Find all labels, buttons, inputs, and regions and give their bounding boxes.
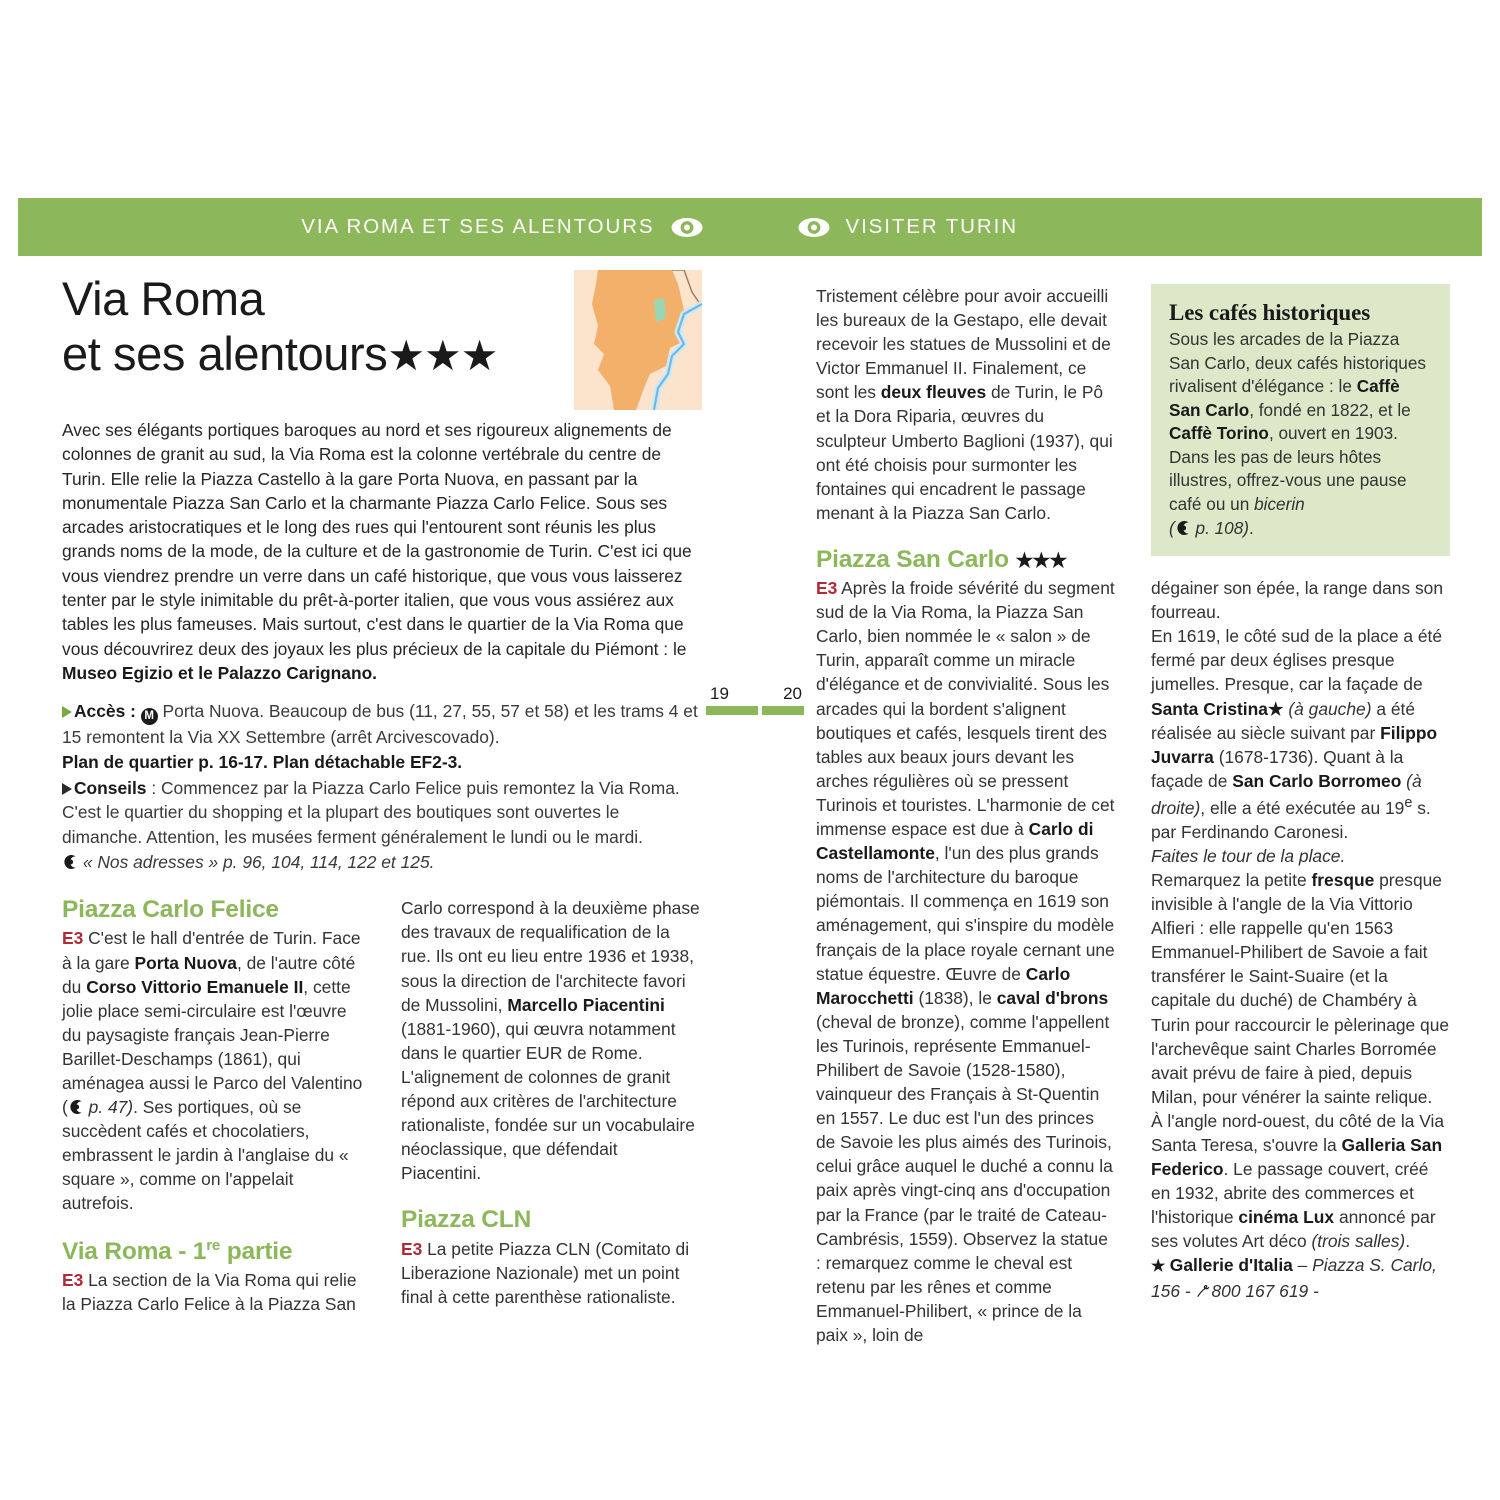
vr-text: La section de la Via Roma qui relie la Piazza Carlo Felice à la Piazza San [62, 1269, 357, 1314]
section-heading-carlo-felice: Piazza Carlo Felice [62, 896, 279, 924]
carlo-felice-paragraph [62, 926, 363, 1215]
co-b1: Caffè San Carlo [1169, 376, 1400, 420]
cln-text: La petite Piazza CLN (Comitato di Liberazione Nazionale) met un point final à cette parenthèse rationaliste. [401, 1238, 690, 1307]
co-c: , fondé en 1822, et le [1249, 399, 1411, 420]
page-title [62, 256, 562, 381]
piazza-cln-paragraph [401, 1237, 702, 1309]
cf-d: , cette jolie place semi-circulaire est l'œuvre du paysagiste français Jean-Pierre Barillet-Deschamps (1861), qui aménagea aussi le Parco del Valentino ( [62, 976, 363, 1118]
piazza-san-carlo-paragraph [816, 576, 1115, 1347]
triangle-bullet-icon [62, 706, 72, 718]
cf-a: C'est le hall d'entrée de Turin. Face à la gare [62, 928, 361, 973]
title-line-2: et ses alentours [62, 326, 388, 380]
plan-ref-1: p. 16-17 [198, 752, 264, 773]
left-column-1 [62, 896, 363, 1316]
title-block [62, 256, 702, 406]
plan-ref-2: EF2-3 [409, 752, 458, 773]
p4-a: Remarquez la petite [1151, 869, 1312, 890]
p2-b3: San Carlo Borromeo [1232, 770, 1402, 791]
p6-i2: 800 167 619 - [1211, 1280, 1319, 1301]
section-heading-piazza-cln: Piazza CLN [401, 1206, 532, 1234]
rc2-paragraph-6 [1151, 1253, 1450, 1302]
p2-d: (1678-1736). Quant à la façade de [1151, 746, 1404, 791]
page-number-left: 19 [710, 684, 729, 703]
psc-b3: caval d'brons [996, 987, 1109, 1008]
callout-text: Sous les arcades de la Piazza San Carlo, deux cafés historiques rivalisent d'élégance : le Caffè San Carlo, fondé en 1822, et le Caffè Torino, ouvert en 1903. Dans les pas de leurs hôtes illustres, offrez-vous une pause café ou un bicerin ( p. 108). [1169, 329, 1426, 538]
phone-icon [1195, 1283, 1211, 1299]
via-roma-1-paragraph [62, 1268, 363, 1316]
intro-text: Avec ses élégants portiques baroques au nord et ses rigoureux alignements de colonnes de granit au sud, la Via Roma est la colonne vertébrale du centre de Turin. Elle relie la Piazza Castello à la gare Porta Nuova, en passant par la monumentale Piazza San Carlo et la charmante Piazza Carlo Felice. Sous ses arcades aristocratiques et le long des rues qui l'entourent sont réunis les plus grands noms de la mode, de la culture et de la gastronomie de Turin. C'est ici que vous viendrez prendre un verre dans un café historique, que vous vous laisserez tenter par le style inimitable du prêt-à-porter italien, que vous vous assiérez aux tables les plus fameuses. Mais surtout, c'est dans le quartier de la Via Roma que vous découvrirez deux des joyaux les plus précieux de la capitale du Piémont : le [62, 420, 692, 659]
p2-sup: e [1404, 794, 1413, 811]
co-end: . [1249, 517, 1254, 538]
plan-line [62, 750, 702, 774]
p5-d: annoncé par ses volutes Art déco [1151, 1207, 1436, 1252]
rc2-paragraph-5 [1151, 1109, 1450, 1254]
header-left-title: VIA ROMA ET SES ALENTOURS [301, 215, 655, 238]
conseils-label: Conseils [74, 777, 147, 798]
p2-i1: (à gauche) [1283, 698, 1372, 719]
co-ital: bicerin [1254, 493, 1305, 514]
p6-b: Gallerie d'Italia [1169, 1255, 1293, 1276]
page-bar-right [762, 706, 804, 715]
callout-box-cafes-historiques [1151, 284, 1450, 556]
r1-c: de Turin, le Pô et la Dora Riparia, œuvres du sculpteur Umberto Baglioni (1937), qui ont été choisis pour surmonter les fontaines qui encadrent le passage menant à la Piazza San Carlo. [816, 382, 1113, 523]
acces-text: Porta Nuova. Beaucoup de bus (11, 27, 55, 57 et 58) et les trams 4 et 15 remontent la Via XX Settembre (arrêt Arcivescovado). [62, 701, 698, 748]
running-header [18, 198, 1482, 256]
vr-head-pre: Via Roma - 1 [62, 1237, 207, 1265]
p5-b1: Galleria San Federico [1151, 1135, 1443, 1180]
header-right-title: VISITER TURIN [845, 215, 1018, 238]
p5-b2: cinéma Lux [1238, 1207, 1335, 1228]
cf-f: . Ses portiques, où se succèdent cafés et chocolatiers, embrassent le jardin à l'anglaise du « square », comme on l'appelait autrefois. [62, 1097, 349, 1214]
acces-label: Accès : [74, 701, 136, 722]
eye-icon [671, 217, 703, 238]
left-column-2 [401, 896, 702, 1316]
title-line-1: Via Roma [62, 272, 265, 325]
psc-d: (1838), le [913, 987, 997, 1008]
cross-reference-icon [62, 854, 78, 870]
page-bar-left [706, 706, 758, 715]
cf-b2: Corso Vittorio Emanuele II [86, 976, 304, 997]
plan-end: . [457, 752, 463, 773]
rc2-paragraph-3: Faites le tour de la place. [1151, 845, 1346, 866]
map-ref-badge: E3 [62, 928, 84, 949]
page-number-gutter [706, 684, 804, 715]
rc2-paragraph-1: dégainer son épée, la range dans son fourreau. [1151, 578, 1443, 623]
intro-paragraph [62, 418, 702, 685]
vr-head-post: partie [220, 1237, 293, 1265]
p6-i1: – Piazza S. Carlo, 156 - [1151, 1255, 1437, 1301]
adresses-line [62, 850, 702, 874]
map-ref-badge: E3 [401, 1238, 423, 1259]
cf-c: , de l'autre côté du [62, 952, 356, 997]
p5-c: . Le passage couvert, créé en 1932, abrite des commerces et l'historique [1151, 1159, 1429, 1228]
cf-e: p. 47) [83, 1097, 134, 1118]
rc2-paragraph-4 [1151, 868, 1450, 1109]
rc2-paragraph-2 [1151, 624, 1450, 844]
p4-c: presque invisible à l'angle de la Via Vittorio Alfieri : elle rappelle qu'en 1563 Emmanuel-Philibert de Savoie a fait transférer le Saint-Suaire (et la capitale du duché) de Chambéry à Turin pour raccourcir le pèlerinage que l'archevêque saint Charles Borromée avait prévu de faire à pied, depuis Milan, pour vénérer la sainte relique. [1151, 869, 1450, 1107]
star-bullet-icon: ★ [1151, 1258, 1170, 1276]
p2-i2: (à droite) [1151, 770, 1422, 818]
page-number-right: 20 [783, 684, 802, 703]
map-ref-badge: E3 [62, 1269, 84, 1290]
psc-a: Après la froide sévérité du segment sud de la Via Roma, la Piazza San Carlo, bien nommée le « salon » de Turin, apparaît comme un miracle d'élégance et de convivialité. Sous les arcades qui la bordent s'alignent boutiques et cafés, lesquels tirent des tables aux beaux jours devant les arches régulières où se pressent Turinois et touristes. L'harmonie de cet immense espace est due à [816, 578, 1115, 840]
co-ref: p. 108) [1190, 517, 1250, 538]
title-rating-stars: ★★★ [387, 331, 498, 379]
gestapo-paragraph [816, 284, 1115, 525]
right-column-1 [816, 284, 1115, 1347]
triangle-bullet-icon [62, 783, 72, 795]
section-heading-via-roma-1 [62, 1237, 363, 1266]
c2-c: (1881-1960), qui œuvra notamment dans le quartier EUR de Rome. L'alignement de colonnes de granit répond aux critères de l'architecture rationaliste, fondée sur un vocabulaire néoclassique, que défendait Piacentini. [401, 1018, 695, 1184]
right-page [816, 284, 1450, 1347]
psc-head: Piazza San Carlo [816, 545, 1009, 573]
co-d: , ouvert en 1903. Dans les pas de leurs hôtes illustres, offrez-vous une pause café ou un [1169, 423, 1407, 514]
p2-b1: Santa Cristina★ [1151, 698, 1284, 719]
left-page [62, 256, 702, 1316]
p2-c: a été réalisée au siècle suivant par [1151, 698, 1416, 743]
r1-a: Tristement célèbre pour avoir accueilli les bureaux de la Gestapo, elle devait recevoir les statues de Mussolini et de Victor Emmanuel II. Finalement, ce sont les [816, 286, 1111, 403]
psc-c: , l'un des plus grands noms de l'architecture du baroque piémontais. Il commença en 1619 son aménagement, qui s'inspire du modèle français de la place royale cernant une statue équestre. Œuvre de [816, 843, 1115, 984]
right-column-2 [1151, 284, 1450, 1347]
acces-line [62, 699, 702, 749]
psc-b2: Carlo Marocchetti [816, 963, 1071, 1008]
p2-b2: Filippo Juvarra [1151, 722, 1438, 767]
cf-b1: Porta Nuova [134, 952, 237, 973]
p5-a: À l'angle nord-ouest, du côté de la Via Santa Teresa, s'ouvre la [1151, 1110, 1445, 1156]
p2-f: s. par Ferdinando Caronesi. [1151, 797, 1431, 842]
locator-map-thumbnail [574, 270, 702, 410]
section-heading-piazza-san-carlo [816, 546, 1115, 574]
vr-head-sup: re [206, 1236, 221, 1254]
plan-label-2: . Plan détachable [263, 752, 410, 773]
psc-rating-stars: ★★★ [1015, 549, 1067, 572]
p2-a: En 1619, le côté sud de la place a été fermé par deux églises presque jumelles. Presque, car la façade de [1151, 626, 1443, 695]
p2-e: , elle a été exécutée au 19 [1200, 797, 1405, 818]
plan-label-1: Plan de quartier [62, 752, 199, 773]
p5-i: (trois salles) [1311, 1231, 1406, 1252]
psc-e: (cheval de bronze), comme l'appellent les Turinois, représente Emmanuel-Philibert de Savoie (1528-1580), vainqueur des Français à St-Quentin en 1557. Le duc est l'un des princes de Savoie les plus aimés des Turinois, celui grâce auquel le duché a connu la paix après vingt-cinq ans d'occupation par la France (par le traité de Cateau-Cambrésis, 1559). Observez la statue : remarquez comme le cheval est retenu par les rênes et comme Emmanuel-Philibert, « prince de la paix », loin de [816, 1011, 1113, 1346]
psc-b1: Carlo di Castellamonte [816, 819, 1094, 864]
co-a: Sous les arcades de la Piazza San Carlo, deux cafés historiques rivalisent d'élégance : le [1169, 329, 1426, 397]
cross-reference-icon [1175, 520, 1191, 536]
co-b2: Caffè Torino [1169, 423, 1269, 444]
cross-reference-icon [68, 1099, 84, 1115]
conseils-line [62, 776, 702, 849]
conseils-text: : Commencez par la Piazza Carlo Felice puis remontez la Via Roma. C'est le quartier du shopping et la plupart des boutiques sont ouvertes le dimanche. Attention, les musées ferment généralement le lundi ou le mardi. [62, 777, 680, 847]
p4-b: fresque [1311, 869, 1375, 890]
intro-bold-tail: Museo Egizio et le Palazzo Carignano. [62, 662, 378, 683]
map-ref-badge: E3 [816, 578, 838, 599]
c2-a: Carlo correspond à la deuxième phase des travaux de requalification de la rue. Ils ont eu lieu entre 1936 et 1938, sous la direction de l'architecte favori de Mussolini, [401, 898, 700, 1015]
column2-continued-paragraph [401, 896, 702, 1185]
adresses-text: « Nos adresses » p. 96, 104, 114, 122 et 125. [82, 851, 435, 872]
c2-b: Marcello Piacentini [507, 994, 665, 1015]
r1-b: deux fleuves [880, 382, 987, 403]
eye-icon [798, 217, 830, 238]
metro-icon: M [141, 708, 158, 725]
callout-heading: Les cafés historiques [1169, 300, 1371, 325]
p5-e: . [1405, 1231, 1411, 1252]
